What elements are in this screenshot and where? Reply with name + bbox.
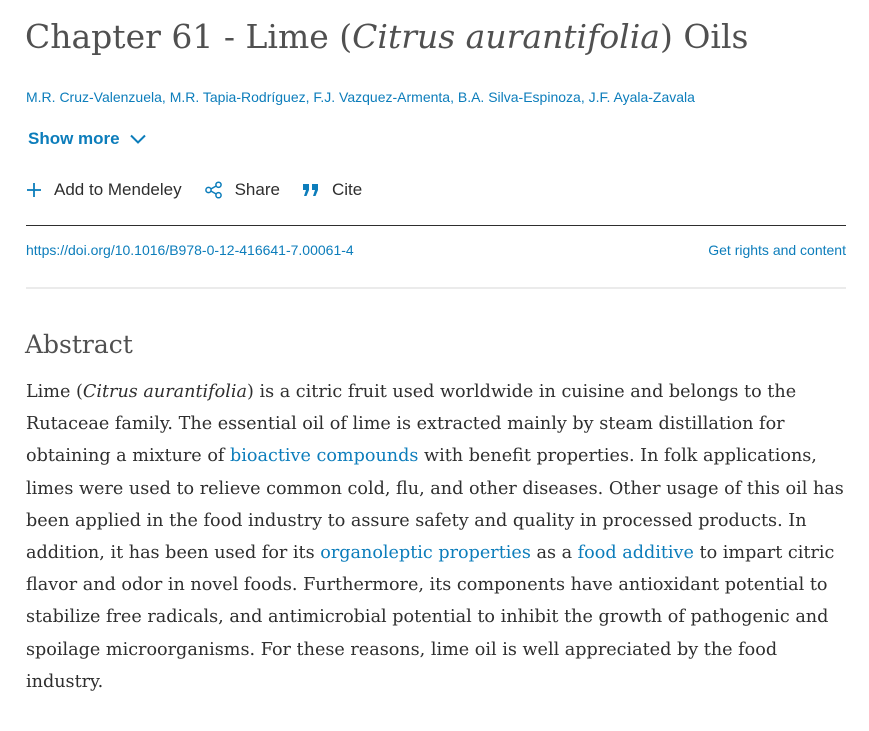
abstract-heading: Abstract [25, 330, 133, 359]
title-suffix: ) Oils [659, 17, 749, 56]
get-rights-link[interactable]: Get rights and content [708, 242, 846, 258]
page-title [25, 14, 748, 60]
plus-icon [26, 182, 42, 198]
abstract-text-segment: ) is a citric fruit used worldwide in cuisine and belongs to the Rutaceae family. The essential oil of lime is extracted mainly by steam distillation for obtaining a mixture of [26, 382, 797, 467]
abstract-text-segment: Lime ( [26, 382, 83, 402]
author-link[interactable]: B.A. Silva-Espinoza [457, 89, 581, 105]
author-link[interactable]: J.F. Ayala-Zavala [588, 89, 695, 105]
show-more-button[interactable] [28, 128, 146, 150]
divider [26, 225, 846, 226]
share-button[interactable] [204, 180, 280, 200]
show-more-label: Show more [28, 129, 120, 148]
cite-button[interactable] [302, 180, 362, 200]
add-to-mendeley-button[interactable] [26, 180, 182, 200]
title-species-italic: Citrus aurantifolia [352, 17, 660, 56]
abstract-text-segment: to impart citric flavor and odor in novel foods. Furthermore, its components have antioxidant potential to stabilize free radicals, and antimicrobial potential to inhibit the growth of pathogenic and spoilage microorganisms. For these reasons, lime oil is well appreciated by the food industry. [26, 543, 835, 692]
share-icon [204, 181, 223, 199]
author-separator: , [161, 89, 170, 105]
abstract-text [26, 376, 854, 698]
organoleptic-properties-link[interactable]: organoleptic properties [320, 543, 531, 564]
title-prefix: Chapter 61 - Lime ( [25, 17, 353, 56]
add-to-mendeley-label: Add to Mendeley [54, 180, 182, 199]
food-additive-link[interactable]: food additive [577, 543, 694, 564]
abstract-species-italic: Citrus aurantifolia [82, 382, 247, 402]
doi-link[interactable]: https://doi.org/10.1016/B978-0-12-416641-7.00061-4 [26, 242, 354, 258]
author-link[interactable]: F.J. Vazquez-Armenta [313, 89, 451, 105]
chevron-down-icon [130, 134, 146, 144]
divider [26, 287, 846, 289]
author-separator: , [305, 89, 314, 105]
abstract-text-segment: as a [530, 543, 578, 564]
article-actions [26, 177, 384, 203]
quote-icon [302, 183, 320, 197]
author-link[interactable]: M.R. Cruz-Valenzuela [26, 89, 162, 105]
author-separator: , [450, 89, 458, 105]
author-separator: , [580, 89, 589, 105]
abstract-text-segment: with benefit properties. In folk applications, limes were used to relieve common cold, flu, and other diseases. Other usage of this oil has been applied in the food industry to assure safety and quality in processed products. In addition, it has been used for its [26, 446, 844, 564]
share-label: Share [234, 180, 280, 199]
author-list [26, 87, 695, 107]
bioactive-compounds-link[interactable]: bioactive compounds [230, 446, 419, 467]
cite-label: Cite [331, 180, 363, 199]
author-link[interactable]: M.R. Tapia-Rodríguez [169, 89, 306, 105]
